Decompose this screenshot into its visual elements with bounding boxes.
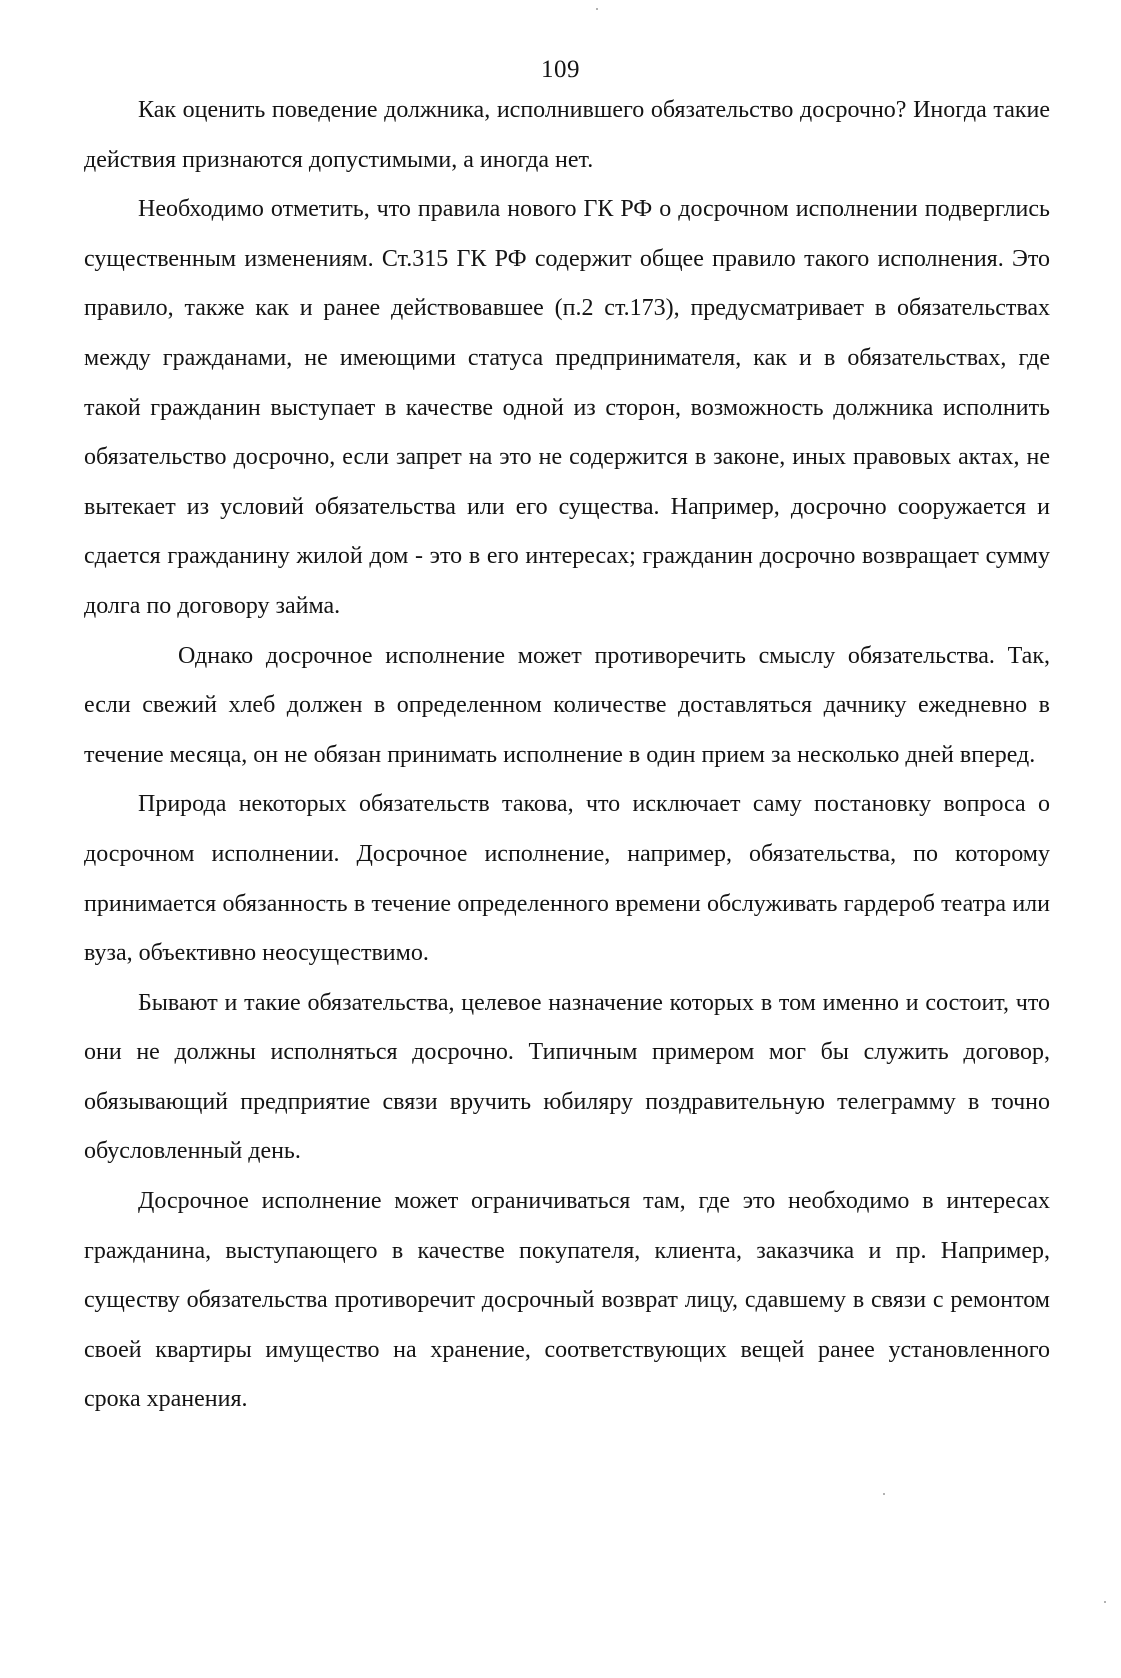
body-text <box>84 86 1050 1425</box>
paragraph-early-performance-question: Как оценить поведение должника, исполнившего обязательство досрочно? Иногда такие действия признаются допустимыми, а иногда нет. <box>84 97 1050 173</box>
paragraph-nature-of-obligations: Природа некоторых обязательств такова, что исключает саму постановку вопроса о досрочном исполнении. Досрочное исполнение, например, обязательства, по которому принимается обязанность в течение определенного времени обслуживать гардероб театра или вуза, объективно неосуществимо. <box>84 791 1050 967</box>
scan-speck <box>596 8 598 10</box>
paragraph-target-purpose: Бывают и такие обязательства, целевое назначение которых в том именно и состоит, что они не должны исполняться досрочно. Типичным примером мог бы служить договор, обязывающий предприятие связи вручить юбиляру поздравительную телеграмму в точно обусловленный день. <box>84 989 1050 1165</box>
paragraph-contradiction-example: Однако досрочное исполнение может противоречить смыслу обязательства. Так, если свежий хлеб должен в определенном количестве доставляться дачнику ежедневно в течение месяца, он не обязан принимать исполнение в один прием за несколько дней вперед. <box>84 642 1050 768</box>
paragraph-citizen-interests: Досрочное исполнение может ограничиваться там, где это необходимо в интересах гражданина, выступающего в качестве покупателя, клиента, заказчика и пр. Например, существу обязательства противоречит досрочный возврат лицу, сдавшему в связи с ремонтом своей квартиры имущество на хранение, соответствующих вещей ранее установленного срока хранения. <box>84 1188 1050 1413</box>
scan-speck <box>1104 1601 1106 1603</box>
scan-speck <box>883 1493 885 1495</box>
page-number: 109 <box>541 56 580 83</box>
paragraph-new-civil-code-rules: Необходимо отметить, что правила нового ГК РФ о досрочном исполнении подверглись существенным изменениям. Ст.315 ГК РФ содержит общее правило такого исполнения. Это правило, также как и ранее действовавшее (п.2 ст.173), предусматривает в обязательствах между гражданами, не имеющими статуса предпринимателя, как и в обязательствах, где такой гражданин выступает в качестве одной из сторон, возможность должника исполнить обязательство досрочно, если запрет на это не содержится в законе, иных правовых актах, не вытекает из условий обязательства или его существа. Например, досрочно сооружается и сдается гражданину жилой дом - это в его интересах; гражданин досрочно возвращает сумму долга по договору займа. <box>84 196 1050 619</box>
